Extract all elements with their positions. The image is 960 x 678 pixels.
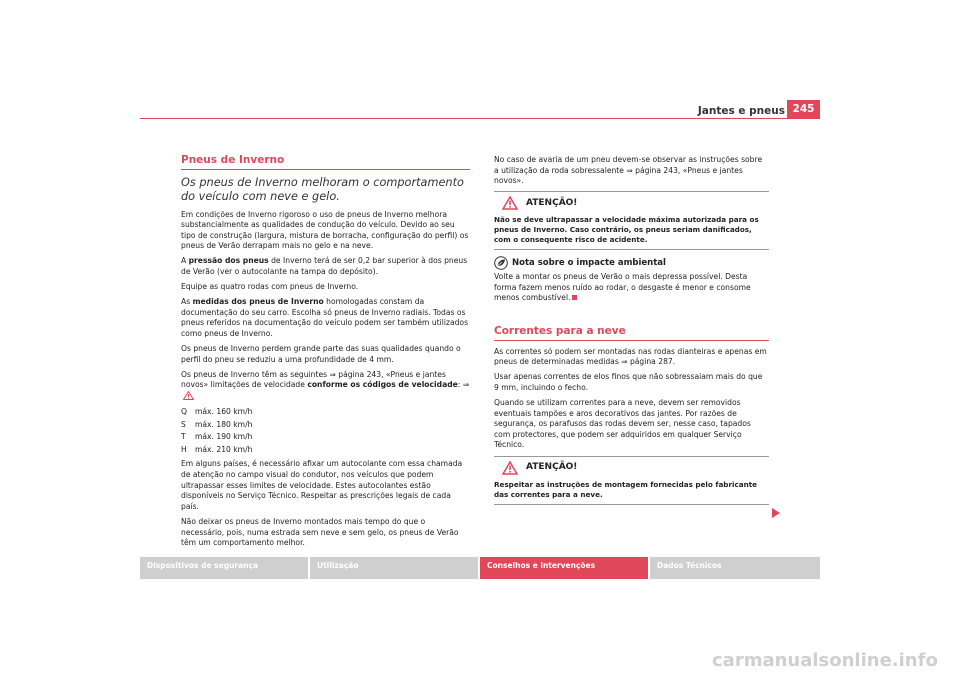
warning-triangle-icon [502, 196, 518, 210]
warning-text: Respeitar as instruções de montagem fornecidas pelo fabricante das correntes para a neve. [494, 479, 758, 499]
paragraph: As correntes só podem ser montadas nas rodas dianteiras e apenas em pneus de determinadas medidas ⇒ página 287. [494, 346, 767, 367]
watermark: carmanualsonline.info [712, 650, 938, 671]
paragraph: Não deixar os pneus de Inverno montados mais tempo do que o necessário, pois, numa estrada sem neve e sem gelo, os pneus de Verão têm um comportamento melhor. [181, 516, 459, 548]
paragraph: Os pneus de Inverno perdem grande parte das suas qualidades quando o perfil do pneu se reduziu a uma profundidade de 4 mm. [181, 344, 461, 364]
footer-tab-tips[interactable]: Conselhos e intervenções [480, 557, 648, 579]
warning-box [494, 456, 769, 505]
left-column [181, 155, 470, 553]
paragraph: Equipe as quatro rodas com pneus de Inverno. [181, 282, 359, 292]
footer-tab-usage[interactable]: Utilização [310, 557, 478, 579]
speed-code: T [181, 432, 186, 442]
warning-text: Não se deve ultrapassar a velocidade máxima autorizada para os pneus de Inverno. Caso contrário, os pneus seriam danificados, com o consequente risco de acidente. [494, 215, 759, 245]
paragraph: Volte a montar os pneus de Verão o mais depressa possível. Desta forma fazem menos ruído ao rodar, o desgaste é menor e consome menos combustível. [494, 272, 751, 303]
warning-box [494, 191, 769, 250]
speed-code: Q [181, 407, 187, 417]
paragraph: A pressão dos pneus de Inverno terá de ser 0,2 bar superior à dos pneus de Verão (ver o autocolante na tampa do depósito). [181, 256, 468, 277]
speed-code-list [181, 407, 470, 455]
section-end-marker [572, 295, 577, 300]
warning-icon [183, 391, 194, 400]
bold-term: pressão dos pneus [188, 256, 269, 266]
paragraph: Em alguns países, é necessário afixar um autocolante com essa chamada de atenção no campo visual do condutor, nos veículos que podem ultrapassar esses limites de velocidade. Estes autocolantes estão disponíveis no Serviço Técnico. Respeitar as prescrições legais de cada país. [181, 459, 463, 511]
paragraph: Em condições de Inverno rigoroso o uso de pneus de Inverno melhora substancialmente as qualidades de condução do veículo. Devido ao seu tipo de construção (largura, mistura de borracha, configuração do perfil) os pneus de Verão derrapam mais no gelo e na neve. [181, 209, 469, 251]
page-number: 245 [787, 100, 820, 118]
section-lead: Os pneus de Inverno melhoram o comportamento do veículo com neve e gelo. [181, 175, 464, 203]
environment-note-title: Nota sobre o impacte ambiental [512, 257, 666, 268]
warning-title: ATENÇÃO! [526, 462, 578, 473]
speed-value: máx. 160 km/h [195, 407, 253, 417]
speed-value: máx. 180 km/h [195, 419, 253, 429]
environment-leaf-icon [494, 256, 508, 270]
speed-value: máx. 210 km/h [195, 444, 253, 454]
speed-code: S [181, 419, 186, 429]
paragraph: Usar apenas correntes de elos finos que não sobressaiam mais do que 9 mm, incluindo o fecho. [494, 372, 763, 392]
speed-code: H [181, 444, 187, 454]
bold-term: medidas dos pneus de Inverno [192, 297, 324, 307]
warning-triangle-icon [502, 461, 518, 475]
paragraph: Os pneus de Inverno têm as seguintes ⇒ página 243, «Pneus e jantes novos» limitações de velocidade conforme os códigos de velocidade: ⇒ [181, 370, 470, 403]
paragraph: Quando se utilizam correntes para a neve, devem ser removidos eventuais tampões e aros decorativos das jantes. Por razões de segurança, os parafusos das rodas devem ser, nesse caso, tapados com protectores, que podem ser adquiridos em qualquer Serviço Técnico. [494, 398, 751, 450]
paragraph: As medidas dos pneus de Inverno homologadas constam da documentação do seu carro. Escolha só pneus de Inverno radiais. Todas os pneus referidos na documentação do veículo podem ser também utilizados como pneus de Inverno. [181, 297, 469, 339]
footer-tab-technical-data[interactable]: Dados Técnicos [650, 557, 820, 579]
section-title-snow-chains: Correntes para a neve [494, 326, 769, 341]
section-title-winter-tyres: Pneus de Inverno [181, 155, 470, 170]
header-divider [140, 118, 820, 119]
speed-value: máx. 190 km/h [195, 432, 253, 442]
right-column [494, 155, 769, 511]
page-header-title: Jantes e pneus [697, 105, 785, 117]
paragraph: No caso de avaria de um pneu devem-se observar as instruções sobre a utilização da roda sobressalente ⇒ página 243, «Pneus e jantes novos». [494, 155, 763, 186]
footer-tab-safety[interactable]: Dispositivos de segurança [140, 557, 308, 579]
continue-arrow-icon[interactable] [772, 508, 780, 518]
bold-term: conforme os códigos de velocidade [307, 380, 458, 390]
warning-title: ATENÇÃO! [526, 197, 578, 208]
